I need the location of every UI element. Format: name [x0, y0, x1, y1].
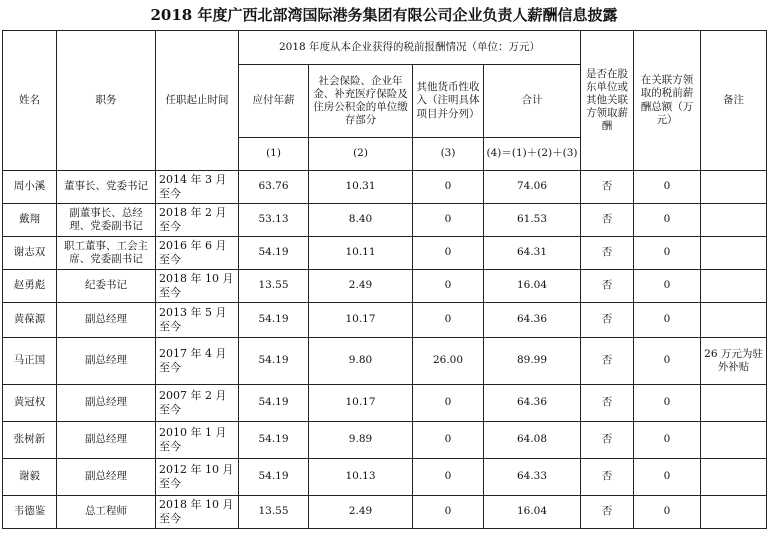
cell-remark	[701, 459, 767, 496]
cell-name: 周小溪	[3, 171, 57, 204]
cell-other: 0	[413, 237, 484, 270]
cell-shareholder: 否	[581, 204, 634, 237]
header-social: 社会保险、企业年金、补充医疗保险及住房公积金的单位缴存部分	[309, 65, 413, 138]
cell-other: 0	[413, 270, 484, 303]
cell-position: 总工程师	[57, 496, 156, 529]
cell-name: 张树新	[3, 422, 57, 459]
cell-related: 0	[634, 237, 701, 270]
cell-social: 10.13	[309, 459, 413, 496]
cell-total: 61.53	[484, 204, 581, 237]
cell-salary: 54.19	[239, 422, 309, 459]
table-row	[3, 303, 767, 338]
cell-position: 副总经理	[57, 459, 156, 496]
header-position: 职务	[57, 31, 156, 171]
cell-term: 2012 年 10 月至今	[156, 459, 239, 496]
cell-salary: 13.55	[239, 270, 309, 303]
cell-total: 16.04	[484, 270, 581, 303]
cell-shareholder: 否	[581, 270, 634, 303]
cell-remark	[701, 270, 767, 303]
cell-shareholder: 否	[581, 385, 634, 422]
cell-social: 10.17	[309, 303, 413, 338]
cell-other: 0	[413, 204, 484, 237]
cell-name: 黄冠权	[3, 385, 57, 422]
cell-term: 2007 年 2 月至今	[156, 385, 239, 422]
cell-remark	[701, 385, 767, 422]
cell-total: 64.36	[484, 303, 581, 338]
header-name: 姓名	[3, 31, 57, 171]
cell-position: 董事长、党委书记	[57, 171, 156, 204]
cell-name: 谢毅	[3, 459, 57, 496]
header-other: 其他货币性收入（注明具体项目并分列）	[413, 65, 484, 138]
page-title: 2018 年度广西北部湾国际港务集团有限公司企业负责人薪酬信息披露	[150, 6, 618, 24]
cell-other: 0	[413, 459, 484, 496]
cell-related: 0	[634, 422, 701, 459]
cell-shareholder: 否	[581, 459, 634, 496]
header-salary: 应付年薪	[239, 65, 309, 138]
cell-social: 9.80	[309, 338, 413, 385]
cell-shareholder: 否	[581, 422, 634, 459]
header-group: 2018 年度从本企业获得的税前报酬情况（单位：万元）	[239, 31, 581, 65]
cell-total: 16.04	[484, 496, 581, 529]
cell-remark	[701, 237, 767, 270]
header-total: 合计	[484, 65, 581, 138]
table-row	[3, 204, 767, 237]
cell-total: 74.06	[484, 171, 581, 204]
salary-table	[2, 30, 767, 529]
header-related: 在关联方领取的税前薪酬总额（万元）	[634, 31, 701, 171]
cell-position: 副总经理	[57, 385, 156, 422]
header-shareholder: 是否在股东单位或其他关联方领取薪酬	[581, 31, 634, 171]
cell-term: 2017 年 4 月至今	[156, 338, 239, 385]
cell-salary: 54.19	[239, 338, 309, 385]
table-row	[3, 338, 767, 385]
cell-term: 2018 年 2 月至今	[156, 204, 239, 237]
cell-term: 2018 年 10 月至今	[156, 496, 239, 529]
cell-related: 0	[634, 204, 701, 237]
table-row	[3, 422, 767, 459]
table-row	[3, 171, 767, 204]
cell-name: 韦德鉴	[3, 496, 57, 529]
cell-related: 0	[634, 338, 701, 385]
cell-total: 64.08	[484, 422, 581, 459]
cell-remark: 26 万元为驻外补贴	[701, 338, 767, 385]
cell-related: 0	[634, 171, 701, 204]
cell-shareholder: 否	[581, 338, 634, 385]
header-term: 任职起止时间	[156, 31, 239, 171]
cell-term: 2013 年 5 月至今	[156, 303, 239, 338]
cell-position: 副总经理	[57, 338, 156, 385]
header-n2: (2)	[309, 138, 413, 171]
cell-salary: 54.19	[239, 237, 309, 270]
cell-other: 0	[413, 422, 484, 459]
cell-related: 0	[634, 459, 701, 496]
cell-social: 2.49	[309, 270, 413, 303]
cell-shareholder: 否	[581, 237, 634, 270]
cell-term: 2014 年 3 月至今	[156, 171, 239, 204]
cell-position: 纪委书记	[57, 270, 156, 303]
cell-related: 0	[634, 270, 701, 303]
cell-total: 64.36	[484, 385, 581, 422]
header-n3: (3)	[413, 138, 484, 171]
cell-term: 2010 年 1 月至今	[156, 422, 239, 459]
cell-related: 0	[634, 496, 701, 529]
cell-position: 副总经理	[57, 422, 156, 459]
cell-remark	[701, 422, 767, 459]
cell-salary: 63.76	[239, 171, 309, 204]
cell-social: 10.11	[309, 237, 413, 270]
cell-other: 0	[413, 385, 484, 422]
cell-salary: 13.55	[239, 496, 309, 529]
cell-social: 10.31	[309, 171, 413, 204]
table-row	[3, 237, 767, 270]
header-n1: (1)	[239, 138, 309, 171]
cell-shareholder: 否	[581, 171, 634, 204]
cell-social: 8.40	[309, 204, 413, 237]
cell-total: 89.99	[484, 338, 581, 385]
cell-name: 谢志双	[3, 237, 57, 270]
cell-related: 0	[634, 385, 701, 422]
cell-remark	[701, 303, 767, 338]
cell-social: 10.17	[309, 385, 413, 422]
table-row	[3, 459, 767, 496]
cell-term: 2016 年 6 月至今	[156, 237, 239, 270]
cell-social: 2.49	[309, 496, 413, 529]
cell-name: 戴翔	[3, 204, 57, 237]
cell-name: 赵勇彪	[3, 270, 57, 303]
cell-social: 9.89	[309, 422, 413, 459]
cell-other: 0	[413, 496, 484, 529]
cell-total: 64.31	[484, 237, 581, 270]
cell-other: 0	[413, 303, 484, 338]
cell-salary: 54.19	[239, 303, 309, 338]
cell-salary: 53.13	[239, 204, 309, 237]
header-n4: (4)＝(1)＋(2)＋(3)	[484, 138, 581, 171]
cell-salary: 54.19	[239, 459, 309, 496]
table-row	[3, 385, 767, 422]
cell-position: 副总经理	[57, 303, 156, 338]
cell-related: 0	[634, 303, 701, 338]
cell-other: 0	[413, 171, 484, 204]
cell-position: 副董事长、总经理、党委副书记	[57, 204, 156, 237]
table-row	[3, 496, 767, 529]
cell-salary: 54.19	[239, 385, 309, 422]
cell-remark	[701, 496, 767, 529]
cell-other: 26.00	[413, 338, 484, 385]
cell-name: 马正国	[3, 338, 57, 385]
cell-total: 64.33	[484, 459, 581, 496]
table-row	[3, 270, 767, 303]
cell-term: 2018 年 10 月至今	[156, 270, 239, 303]
cell-remark	[701, 204, 767, 237]
cell-shareholder: 否	[581, 496, 634, 529]
cell-shareholder: 否	[581, 303, 634, 338]
cell-name: 黄葆源	[3, 303, 57, 338]
cell-position: 职工董事、工会主席、党委副书记	[57, 237, 156, 270]
header-remark: 备注	[701, 31, 767, 171]
cell-remark	[701, 171, 767, 204]
